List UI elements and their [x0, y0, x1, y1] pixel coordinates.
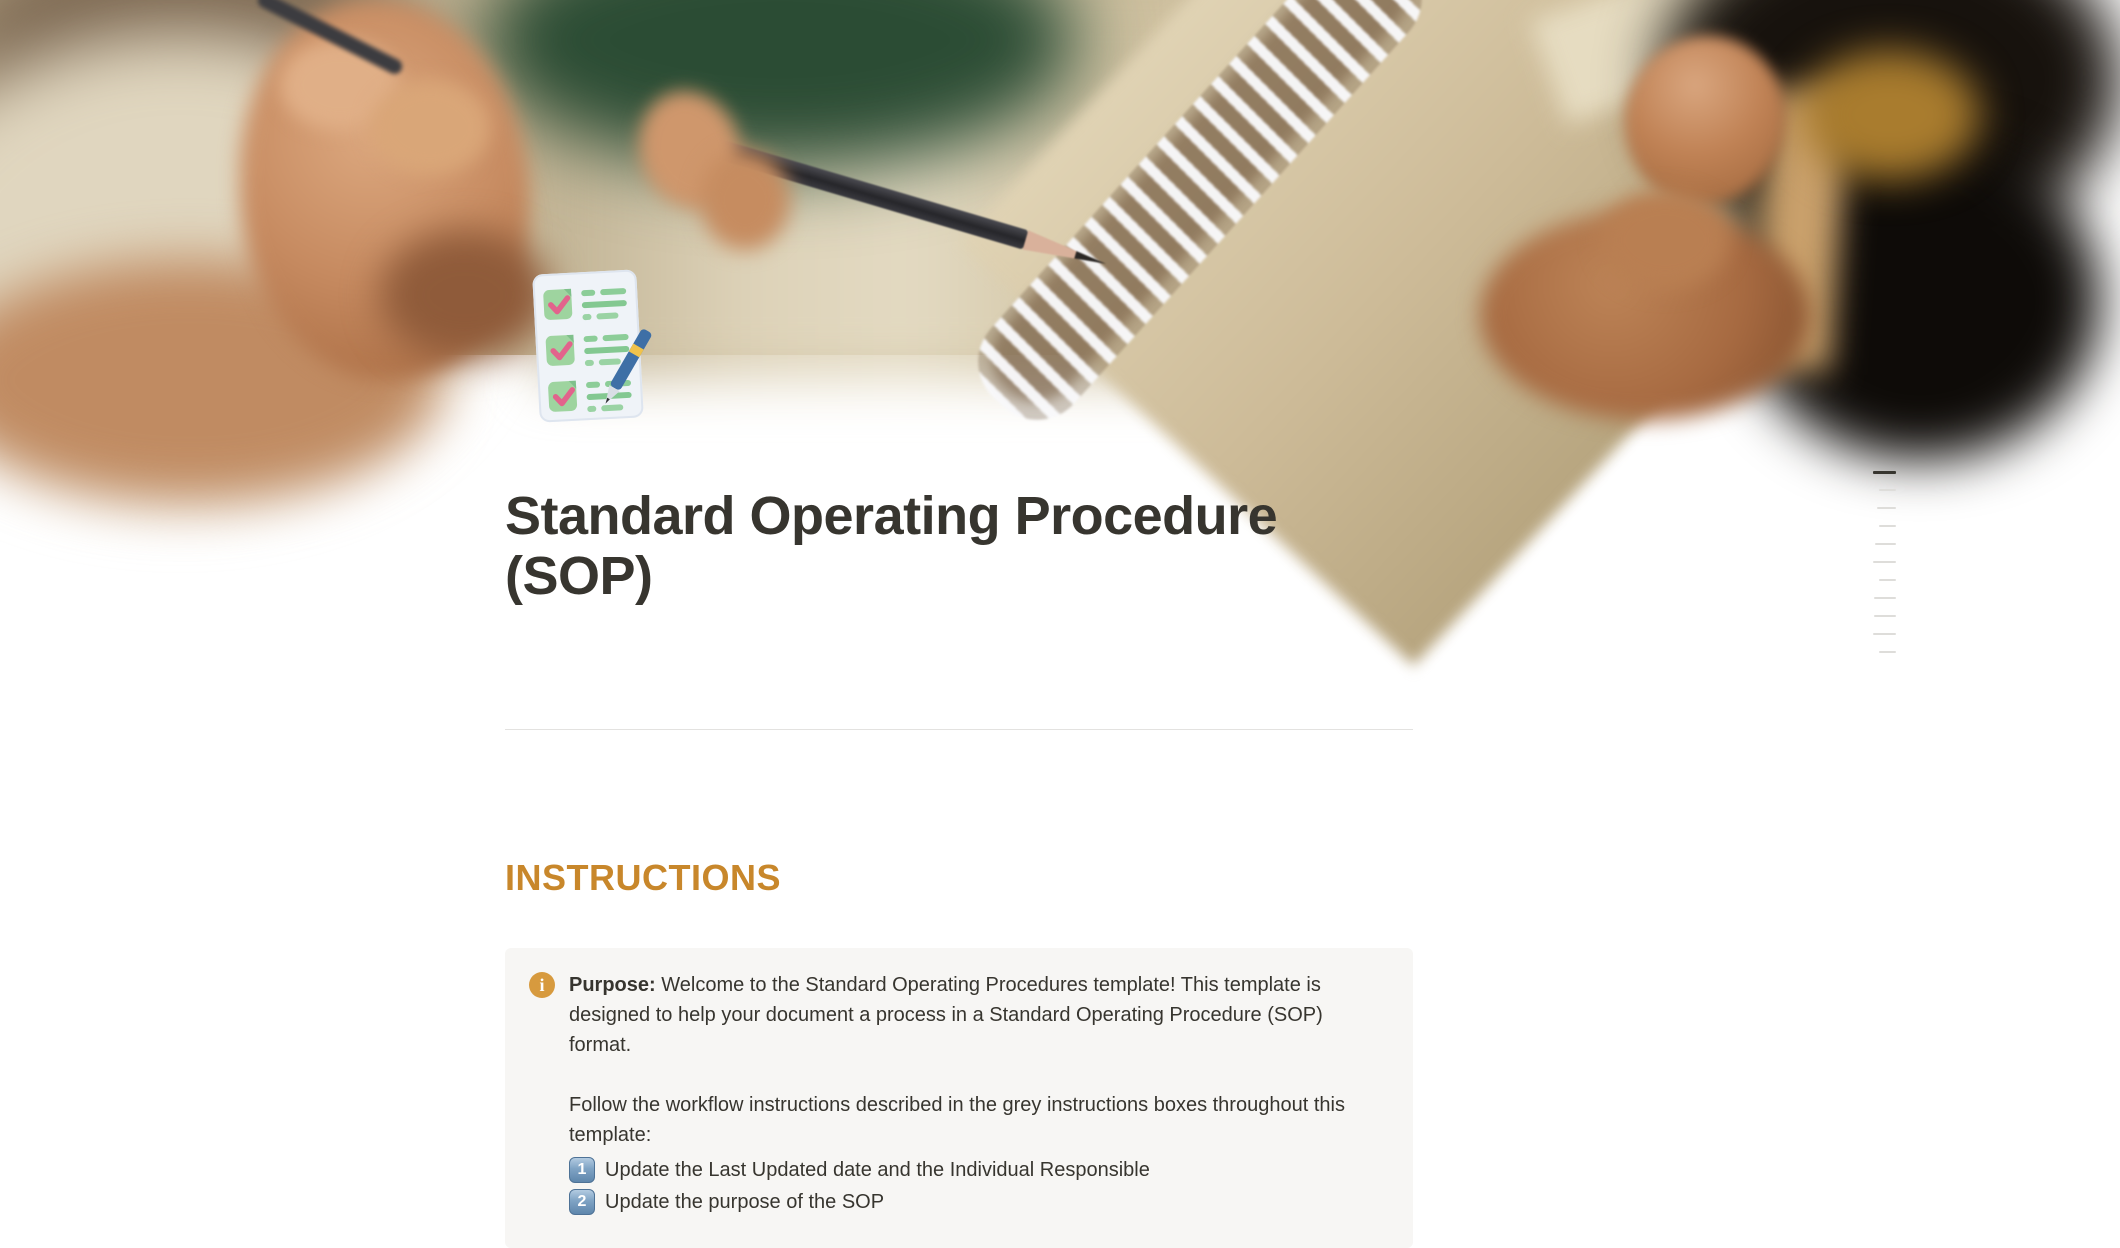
toc-line[interactable]: [1877, 507, 1896, 509]
step-text: Update the Last Updated date and the Individual Responsible: [605, 1159, 1150, 1181]
callout-text: [569, 970, 1357, 1218]
toc-line[interactable]: [1873, 561, 1896, 563]
page-title[interactable]: Standard Operating Procedure (SOP): [505, 486, 1278, 607]
keycap-2-icon: 2: [569, 1189, 595, 1215]
instructions-callout: [505, 948, 1413, 1248]
workflow-step: [569, 1186, 1357, 1218]
purpose-paragraph: [569, 970, 1357, 1060]
knuckle: [370, 80, 490, 175]
toc-line[interactable]: [1879, 651, 1896, 653]
toc-line[interactable]: [1879, 525, 1896, 527]
toc-line[interactable]: [1873, 471, 1896, 474]
instructions-heading: INSTRUCTIONS: [505, 856, 781, 898]
divider: [505, 729, 1413, 730]
toc-line[interactable]: [1874, 615, 1896, 617]
keycap-1-icon: 1: [569, 1157, 595, 1183]
toc-indicator[interactable]: [1872, 471, 1896, 669]
info-icon: i: [529, 972, 555, 998]
workflow-intro: Follow the workflow instructions described in the grey instructions boxes throughout this template:: [569, 1094, 1345, 1146]
knuckle: [1600, 190, 1730, 290]
toc-line[interactable]: [1879, 579, 1896, 581]
toc-line[interactable]: [1875, 543, 1896, 545]
workflow-step: [569, 1154, 1357, 1186]
toc-line[interactable]: [1879, 489, 1896, 491]
toc-line[interactable]: [1873, 633, 1896, 635]
toc-line[interactable]: [1874, 597, 1896, 599]
step-text: Update the purpose of the SOP: [605, 1191, 885, 1213]
amber-glow: [1800, 50, 1980, 180]
purpose-label: Purpose:: [569, 974, 656, 996]
blank-line: [569, 1060, 1357, 1090]
workflow-steps: [569, 1154, 1357, 1218]
purpose-text: Welcome to the Standard Operating Procedures template! This template is designed to help your document a process in a Standard Operating Procedure (SOP) format.: [569, 974, 1323, 1056]
page-body: [505, 0, 1413, 1213]
